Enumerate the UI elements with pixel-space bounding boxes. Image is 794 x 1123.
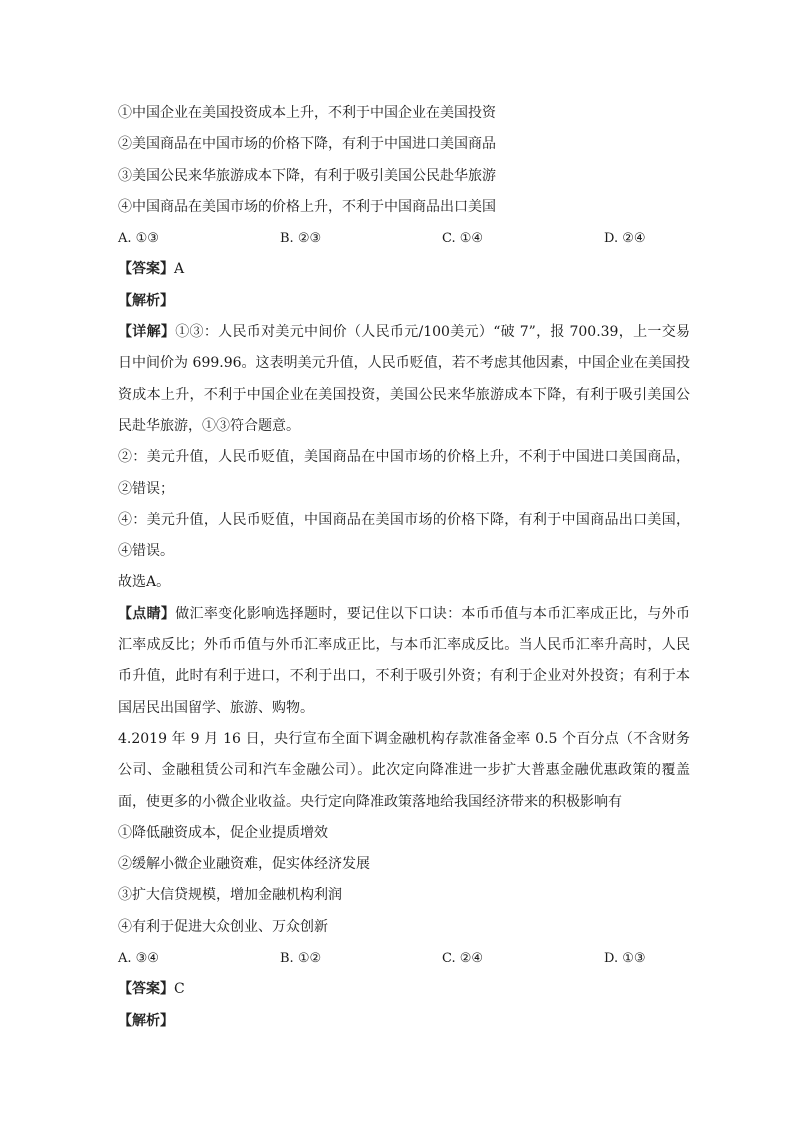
- q3-option-c: C. ①④: [442, 231, 484, 247]
- document-page: [118, 98, 690, 1037]
- q4-answer-value: C: [174, 981, 185, 998]
- q3-statement-4: ④中国商品在美国市场的价格上升，不利于中国商品出口美国: [118, 198, 496, 215]
- q3-tip-tag: 【点睛】: [118, 605, 176, 622]
- q4-stem: 4.2019 年 9 月 16 日，央行宣布全面下调金融机构存款准备金率 0.5 个百分点（不含财务公司、金融租赁公司和汽车金融公司）。此次定向降准进一步扩大普惠金融优惠政策的覆盖面，使更多的小微企业收益。央行定向降准政策落地给我国经济带来的积极影响有: [118, 730, 690, 810]
- q3-statement-3: ③美国公民来华旅游成本下降，有利于吸引美国公民赴华旅游: [118, 167, 496, 184]
- q4-statement-2: ②缓解小微企业融资难，促实体经济发展: [118, 856, 370, 873]
- q4-options: [118, 943, 690, 974]
- q4-analysis-tag: 【解析】: [118, 1012, 174, 1029]
- q3-answer-tag: 【答案】: [118, 261, 174, 278]
- q4-answer-tag: 【答案】: [118, 981, 174, 998]
- q3-point-4: ④：美元升值，人民币贬值，中国商品在美国市场的价格下降，有利于中国商品出口美国，④错误。: [118, 511, 690, 560]
- q4-statement-3: ③扩大信贷规模，增加金融机构利润: [118, 887, 342, 904]
- q4-analysis-heading: [118, 1006, 690, 1037]
- q3-answer: [118, 254, 690, 285]
- q3-analysis-tag: 【解析】: [118, 292, 174, 309]
- q4-statement-4: ④有利于促进大众创业、万众创新: [118, 918, 328, 935]
- q4-statement-1: ①降低融资成本，促企业提质增效: [118, 824, 328, 841]
- q3-conclusion: 故选A。: [118, 574, 171, 591]
- q3-tip-text: 做汇率变化影响选择题时，要记住以下口诀：本币币值与本币汇率成正比，与外币汇率成反比；外币币值与外币汇率成正比，与本币汇率成反比。当人民币汇率升高时，人民币升值，此时有利于进口，不利于出口，不利于吸引外资；有利于企业对外投资；有利于本国居民出国留学、旅游、购物。: [118, 605, 691, 716]
- q4-option-b: B. ①②: [280, 951, 322, 967]
- q3-options: [118, 223, 690, 254]
- q3-statement-2: ②美国商品在中国市场的价格下降，有利于中国进口美国商品: [118, 136, 496, 153]
- q3-detail-tag: 【详解】: [118, 324, 176, 341]
- q3-answer-value: A: [174, 261, 185, 278]
- q4-option-a: A. ③④: [118, 951, 159, 967]
- q3-statement-1: ①中国企业在美国投资成本上升，不利于中国企业在美国投资: [118, 105, 496, 121]
- q3-analysis-heading: [118, 286, 690, 317]
- q3-option-d: D. ②④: [604, 231, 646, 247]
- q3-point-2: ②：美元升值，人民币贬值，美国商品在中国市场的价格上升，不利于中国进口美国商品，②错误；: [118, 449, 690, 497]
- q3-detail: [118, 317, 690, 442]
- q3-tip: [118, 599, 690, 724]
- q3-option-b: B. ②③: [280, 231, 322, 247]
- q4-option-d: D. ①③: [604, 951, 646, 967]
- q3-option-a: A. ①③: [118, 231, 159, 247]
- q3-detail-text: ①③：人民币对美元中间价（人民币元/100美元）“破 7”，报 700.39，上一交易日中间价为 699.96。这表明美元升值，人民币贬值，若不考虑其他因素，中国企业在美国投资成本上升，不利于中国企业在美国投资，美国公民来华旅游成本下降，有利于吸引美国公民赴华旅游，①③符合题意。: [118, 324, 691, 434]
- q4-option-c: C. ②④: [442, 951, 484, 967]
- q4-answer: [118, 974, 690, 1005]
